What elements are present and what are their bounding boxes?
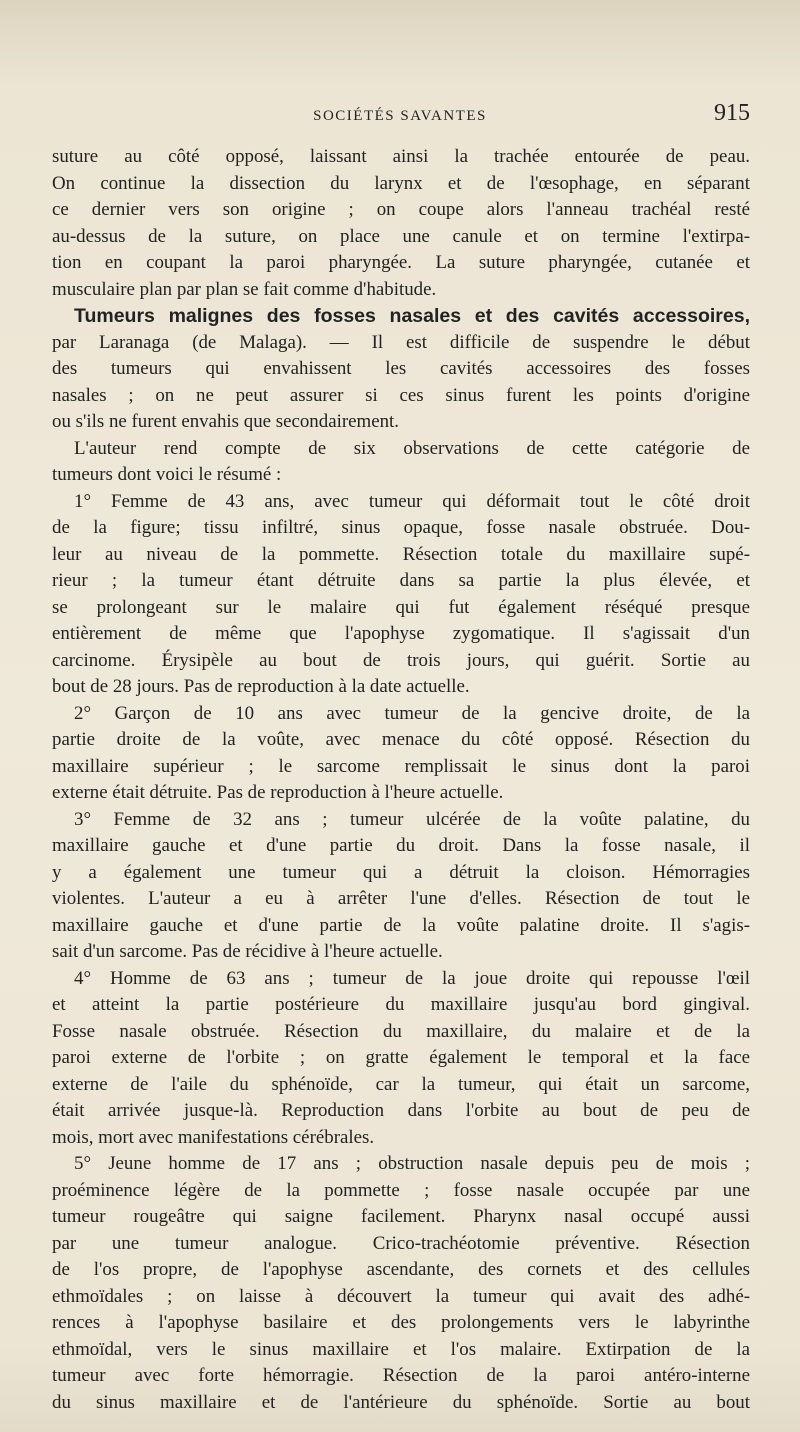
text-line: bout de 28 jours. Pas de reproduction à la date actuelle. bbox=[52, 676, 470, 697]
text-line: ou s'ils ne furent envahis que secondairement. bbox=[52, 411, 400, 432]
text-line: rieur ; la tumeur étant détruite dans sa partie la plus élevée, et bbox=[52, 570, 750, 591]
text-line: par Laranaga (de Malaga). — Il est difficile de suspendre le début bbox=[52, 331, 750, 353]
page-number: 915 bbox=[714, 100, 750, 126]
text-line: paroi externe de l'orbite ; on gratte également le temporal et la face bbox=[52, 1047, 750, 1068]
page-header bbox=[50, 100, 750, 132]
text-line: On continue la dissection du larynx et de l'œsophage, en séparant bbox=[52, 172, 750, 194]
text-line: tion en coupant la paroi pharyngée. La suture pharyngée, cutanée et bbox=[52, 252, 750, 273]
text-line: entièrement de même que l'apophyse zygomatique. Il s'agissait d'un bbox=[52, 623, 750, 644]
text-line: de la figure; tissu infiltré, sinus opaque, fosse nasale obstruée. Dou- bbox=[52, 517, 750, 538]
text-line: mois, mort avec manifestations cérébrales. bbox=[52, 1126, 375, 1148]
text-line: nasales ; on ne peut assurer si ces sinus furent les points d'origine bbox=[52, 384, 750, 406]
text-line: tumeur avec forte hémorragie. Résection de la paroi antéro-interne bbox=[52, 1365, 750, 1386]
text-line: était arrivée jusque-là. Reproduction dans l'orbite au bout de peu de bbox=[52, 1100, 750, 1121]
text-line: violentes. L'auteur a eu à arrêter l'une d'elles. Résection de tout le bbox=[52, 888, 750, 909]
section-heading: Tumeurs malignes des fosses nasales et des cavités accessoires, bbox=[74, 305, 750, 327]
text-line: maxillaire supérieur ; le sarcome remplissait le sinus dont la paroi bbox=[52, 755, 750, 777]
text-line: L'auteur rend compte de six observations de cette catégorie de bbox=[74, 437, 750, 459]
text-line: de l'os propre, de l'apophyse ascendante, des cornets et des cellules bbox=[52, 1259, 750, 1280]
text-line: des tumeurs qui envahissent les cavités accessoires des fosses bbox=[52, 358, 750, 379]
text-line: carcinome. Érysipèle au bout de trois jours, qui guérit. Sortie au bbox=[52, 649, 750, 671]
text-line: musculaire plan par plan se fait comme d'habitude. bbox=[52, 278, 437, 300]
text-line: ethmoïdales ; on laisse à découvert la tumeur qui avait des adhé- bbox=[52, 1285, 750, 1307]
text-line: ethmoïdal, vers le sinus maxillaire et l'os malaire. Extirpation de la bbox=[52, 1338, 750, 1360]
text-line: 5° Jeune homme de 17 ans ; obstruction nasale depuis peu de mois ; bbox=[74, 1153, 750, 1174]
text-line: rences à l'apophyse basilaire et des prolongements vers le labyrinthe bbox=[52, 1312, 750, 1333]
text-line: partie droite de la voûte, avec menace du côté opposé. Résection du bbox=[52, 729, 750, 750]
text-line: externe de l'aile du sphénoïde, car la tumeur, qui était un sarcome, bbox=[52, 1073, 750, 1095]
text-line: au-dessus de la suture, on place une canule et on termine l'extirpa- bbox=[52, 225, 750, 247]
text-line: du sinus maxillaire et de l'antérieure du sphénoïde. Sortie au bout bbox=[52, 1391, 750, 1413]
text-line: suture au côté opposé, laissant ainsi la trachée entourée de peau. bbox=[52, 146, 750, 167]
text-line: se prolongeant sur le malaire qui fut également réséqué presque bbox=[52, 596, 750, 618]
text-line: sait d'un sarcome. Pas de récidive à l'heure actuelle. bbox=[52, 941, 443, 962]
text-line: externe était détruite. Pas de reproduction à l'heure actuelle. bbox=[52, 782, 504, 803]
text-line: 2° Garçon de 10 ans avec tumeur de la gencive droite, de la bbox=[74, 702, 750, 724]
text-line: 4° Homme de 63 ans ; tumeur de la joue droite qui repousse l'œil bbox=[74, 967, 750, 989]
body-text bbox=[52, 144, 750, 1416]
text-line: tumeur rougeâtre qui saigne facilement. Pharynx nasal occupé aussi bbox=[52, 1206, 750, 1227]
text-line: ce dernier vers son origine ; on coupe alors l'anneau trachéal resté bbox=[52, 199, 750, 220]
text-line: tumeurs dont voici le résumé : bbox=[52, 464, 282, 485]
text-line: maxillaire gauche et d'une partie du droit. Dans la fosse nasale, il bbox=[52, 835, 750, 856]
running-head: SOCIÉTÉS SAVANTES bbox=[313, 108, 487, 124]
text-line: et atteint la partie postérieure du maxillaire jusqu'au bord gingival. bbox=[52, 994, 750, 1015]
text-line: leur au niveau de la pommette. Résection totale du maxillaire supé- bbox=[52, 543, 750, 565]
text-line: Fosse nasale obstruée. Résection du maxillaire, du malaire et de la bbox=[52, 1020, 750, 1042]
text-line: y a également une tumeur qui a détruit la cloison. Hémorragies bbox=[52, 861, 750, 883]
text-line: maxillaire gauche et d'une partie de la voûte palatine droite. Il s'agis- bbox=[52, 914, 750, 936]
text-line: 3° Femme de 32 ans ; tumeur ulcérée de la voûte palatine, du bbox=[74, 808, 750, 830]
text-line: par une tumeur analogue. Crico-trachéotomie préventive. Résection bbox=[52, 1232, 750, 1254]
text-line: proéminence légère de la pommette ; fosse nasale occupée par une bbox=[52, 1179, 750, 1201]
text-line: 1° Femme de 43 ans, avec tumeur qui déformait tout le côté droit bbox=[74, 490, 750, 512]
